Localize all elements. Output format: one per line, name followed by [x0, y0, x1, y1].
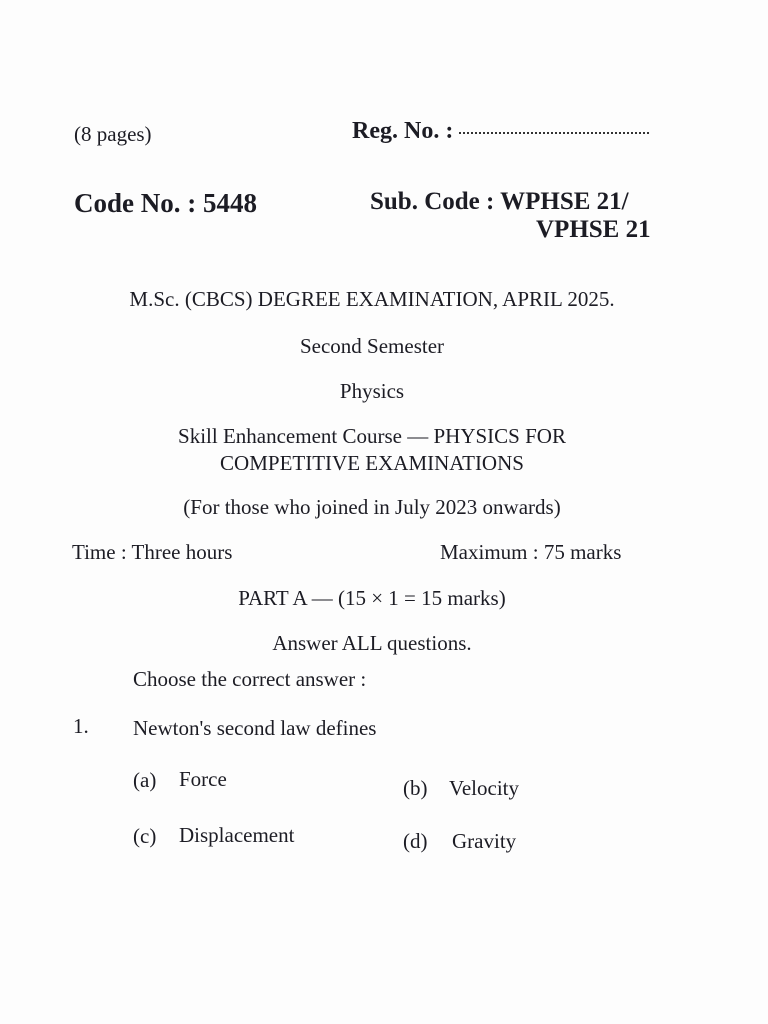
- option-d-text: Gravity: [452, 829, 517, 853]
- option-c-label: (c): [133, 824, 157, 848]
- eligibility-note: (For those who joined in July 2023 onwards): [183, 495, 561, 519]
- part-a-instruction: Answer ALL questions.: [272, 631, 472, 655]
- option-a-text: Force: [179, 767, 227, 791]
- option-d-label: (d): [403, 829, 428, 853]
- time-allowed: Time : Three hours: [72, 540, 233, 564]
- reg-no-label: Reg. No. :: [352, 118, 454, 144]
- part-a-sub-instruction: Choose the correct answer :: [133, 667, 367, 691]
- exam-title: M.Sc. (CBCS) DEGREE EXAMINATION, APRIL 2025.: [129, 287, 615, 311]
- part-a-heading: PART A — (15 × 1 = 15 marks): [238, 586, 506, 610]
- reg-no: [352, 118, 649, 145]
- option-c-text: Displacement: [179, 823, 295, 847]
- page-count: (8 pages): [74, 122, 152, 146]
- semester: Second Semester: [299, 334, 445, 358]
- question-number: 1.: [73, 714, 89, 738]
- sub-code-line1: Sub. Code : WPHSE 21/: [370, 188, 629, 215]
- subject: Physics: [339, 379, 405, 403]
- sub-code-line2: VPHSE 21: [536, 216, 651, 243]
- max-marks: Maximum : 75 marks: [440, 540, 622, 564]
- option-b-text: Velocity: [449, 776, 519, 800]
- reg-no-blank: [459, 132, 649, 134]
- question-text: Newton's second law defines: [133, 716, 377, 740]
- course-line1: Skill Enhancement Course — PHYSICS FOR: [178, 424, 566, 448]
- option-b-label: (b): [403, 776, 428, 800]
- option-a-label: (a): [133, 768, 157, 792]
- course-line2: COMPETITIVE EXAMINATIONS: [220, 451, 524, 475]
- code-no: Code No. : 5448: [74, 188, 257, 218]
